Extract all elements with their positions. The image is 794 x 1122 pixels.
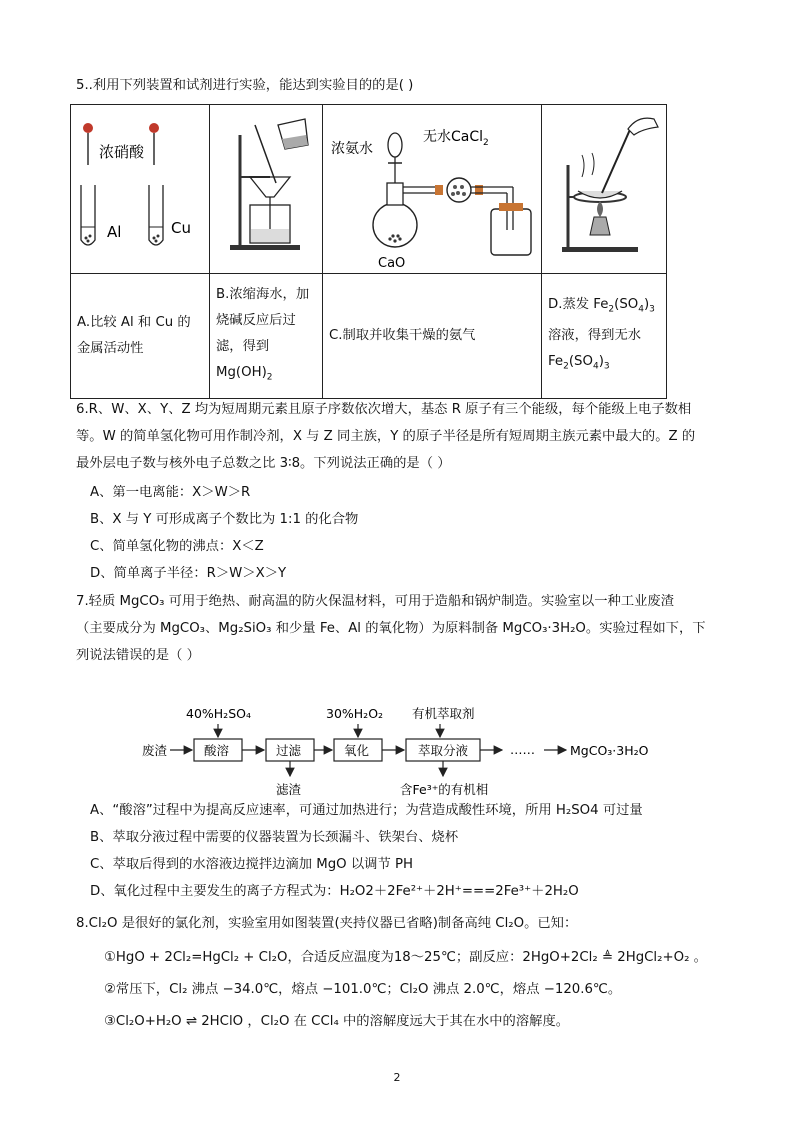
q7-option-c: C、萃取后得到的水溶液边搅拌边滴加 MgO 以调节 PH bbox=[90, 857, 414, 872]
option-d-caption: D.蒸发 $Fe_2(SO_4)_3$ 溶液，得到无水 $Fe_2(SO_4)_3$ bbox=[542, 274, 667, 399]
fig-a-metal1-label: Al bbox=[107, 223, 122, 241]
q6-stem: 6.R、W、X、Y、Z 均为短周期元素且原子序数依次增大，基态 R 原子有三个能级，每个能级上电子数相 等。W 的简单氢化物可用作制冷剂，X 与 Z 同主族，Y 的原子半径是所有短周期主族元素中最大的。Z 的 最外层电子数与核外电子总数之比 3∶8。下列说法正确的是（ ） bbox=[76, 402, 696, 471]
flow-product: MgCO₃·3H₂O bbox=[570, 743, 649, 758]
option-c-caption: C.制取并收集干燥的氨气 bbox=[323, 274, 542, 399]
q8-known-3: ③Cl₂O+H₂O ⇌ 2HClO ，Cl₂O 在 CCl₄ 中的溶解度远大于其在水中的溶解度。 bbox=[104, 1014, 570, 1029]
fig-c-solid-label: CaO bbox=[378, 256, 406, 271]
flow-waste: 滤渣 bbox=[276, 782, 302, 797]
fig-c-cell bbox=[323, 105, 542, 274]
flow-box-acid-dissolve: 酸溶 bbox=[204, 743, 230, 758]
fig-d-cell bbox=[542, 105, 667, 274]
q8-known-list bbox=[104, 942, 707, 1038]
q6-options bbox=[90, 479, 358, 587]
q5-stem: 5..利用下列装置和试剂进行实验，能达到实验目的的是( ) bbox=[76, 78, 414, 93]
q7-flow-chart bbox=[130, 696, 700, 804]
flow-organic-phase: 含Fe³⁺的有机相 bbox=[400, 782, 489, 797]
q6-option-d: D、简单离子半径：R＞W＞X＞Y bbox=[90, 566, 287, 581]
fig-a-test-tubes bbox=[71, 105, 209, 273]
fig-b-filtration bbox=[210, 105, 322, 273]
page-number: 2 bbox=[393, 1071, 401, 1084]
fig-a-acid-label: 浓硝酸 bbox=[99, 143, 145, 161]
q8-known-1: ①HgO + 2Cl₂=HgCl₂ + Cl₂O，合适反应温度为18～25℃；副反应：2HgO+2Cl₂ ≜ 2HgCl₂+O₂ 。 bbox=[104, 950, 707, 965]
flow-reagent-acid: 40%H₂SO₄ bbox=[186, 706, 251, 721]
flow-reagent-peroxide: 30%H₂O₂ bbox=[326, 706, 384, 721]
flow-dots: …… bbox=[510, 742, 535, 757]
flow-box-extract: 萃取分液 bbox=[418, 743, 469, 758]
q6-option-b: B、X 与 Y 可形成离子个数比为 1:1 的化合物 bbox=[90, 512, 359, 527]
q8-known-2: ②常压下，Cl₂ 沸点 −34.0℃，熔点 −101.0℃；Cl₂O 沸点 2.0℃，熔点 −120.6℃。 bbox=[104, 982, 622, 997]
option-b-caption: B.浓缩海水，加 烧碱反应后过 滤，得到 $Mg(OH)_2$ bbox=[210, 274, 323, 399]
q7-option-b: B、萃取分液过程中需要的仪器装置为长颈漏斗、铁架台、烧杯 bbox=[90, 830, 459, 845]
q7-option-a: A、“酸溶”过程中为提高反应速率，可通过加热进行；为营造成酸性环境，所用 H₂SO4 可过量 bbox=[90, 803, 643, 818]
q7-option-d: D、氧化过程中主要发生的离子方程式为：H₂O2＋2Fe²⁺＋2H⁺===2Fe³⁺＋2H₂O bbox=[90, 884, 579, 899]
q5-apparatus-table bbox=[70, 104, 667, 399]
flow-box-oxidize: 氧化 bbox=[344, 743, 370, 758]
q6-option-a: A、第一电离能：X＞W＞R bbox=[90, 485, 251, 500]
fig-c-ammonia-setup bbox=[323, 105, 541, 273]
q6-option-c: C、简单氢化物的沸点：X＜Z bbox=[90, 539, 264, 554]
fig-d-evaporation bbox=[542, 105, 666, 273]
q7-options bbox=[90, 797, 643, 905]
option-a-caption: A.比较 Al 和 Cu 的 金属活动性 bbox=[71, 274, 210, 399]
flow-reagent-extractant: 有机萃取剂 bbox=[412, 706, 475, 721]
fig-a-cell bbox=[71, 105, 210, 274]
flow-start: 废渣 bbox=[142, 743, 168, 758]
fig-a-metal2-label: Cu bbox=[171, 219, 191, 237]
q7-stem: 7.轻质 MgCO₃ 可用于绝热、耐高温的防火保温材料，可用于造船和锅炉制造。实验室以一种工业废渣 （主要成分为 MgCO₃、Mg₂SiO₃ 和少量 Fe、Al 的氧化物）为原料制备 MgCO₃·3H₂O。实验过程如下，下 列说法错误的是（ ） bbox=[76, 594, 706, 663]
fig-b-cell bbox=[210, 105, 323, 274]
fig-c-reagent1-label: 浓氨水 bbox=[331, 141, 373, 157]
flow-box-filter: 过滤 bbox=[276, 743, 302, 758]
q8-stem: 8.Cl₂O 是很好的氯化剂，实验室用如图装置(夹持仪器已省略)制备高纯 Cl₂O。已知： bbox=[76, 916, 578, 931]
fig-c-reagent2-label: 无水CaCl$_2$ bbox=[423, 129, 489, 148]
